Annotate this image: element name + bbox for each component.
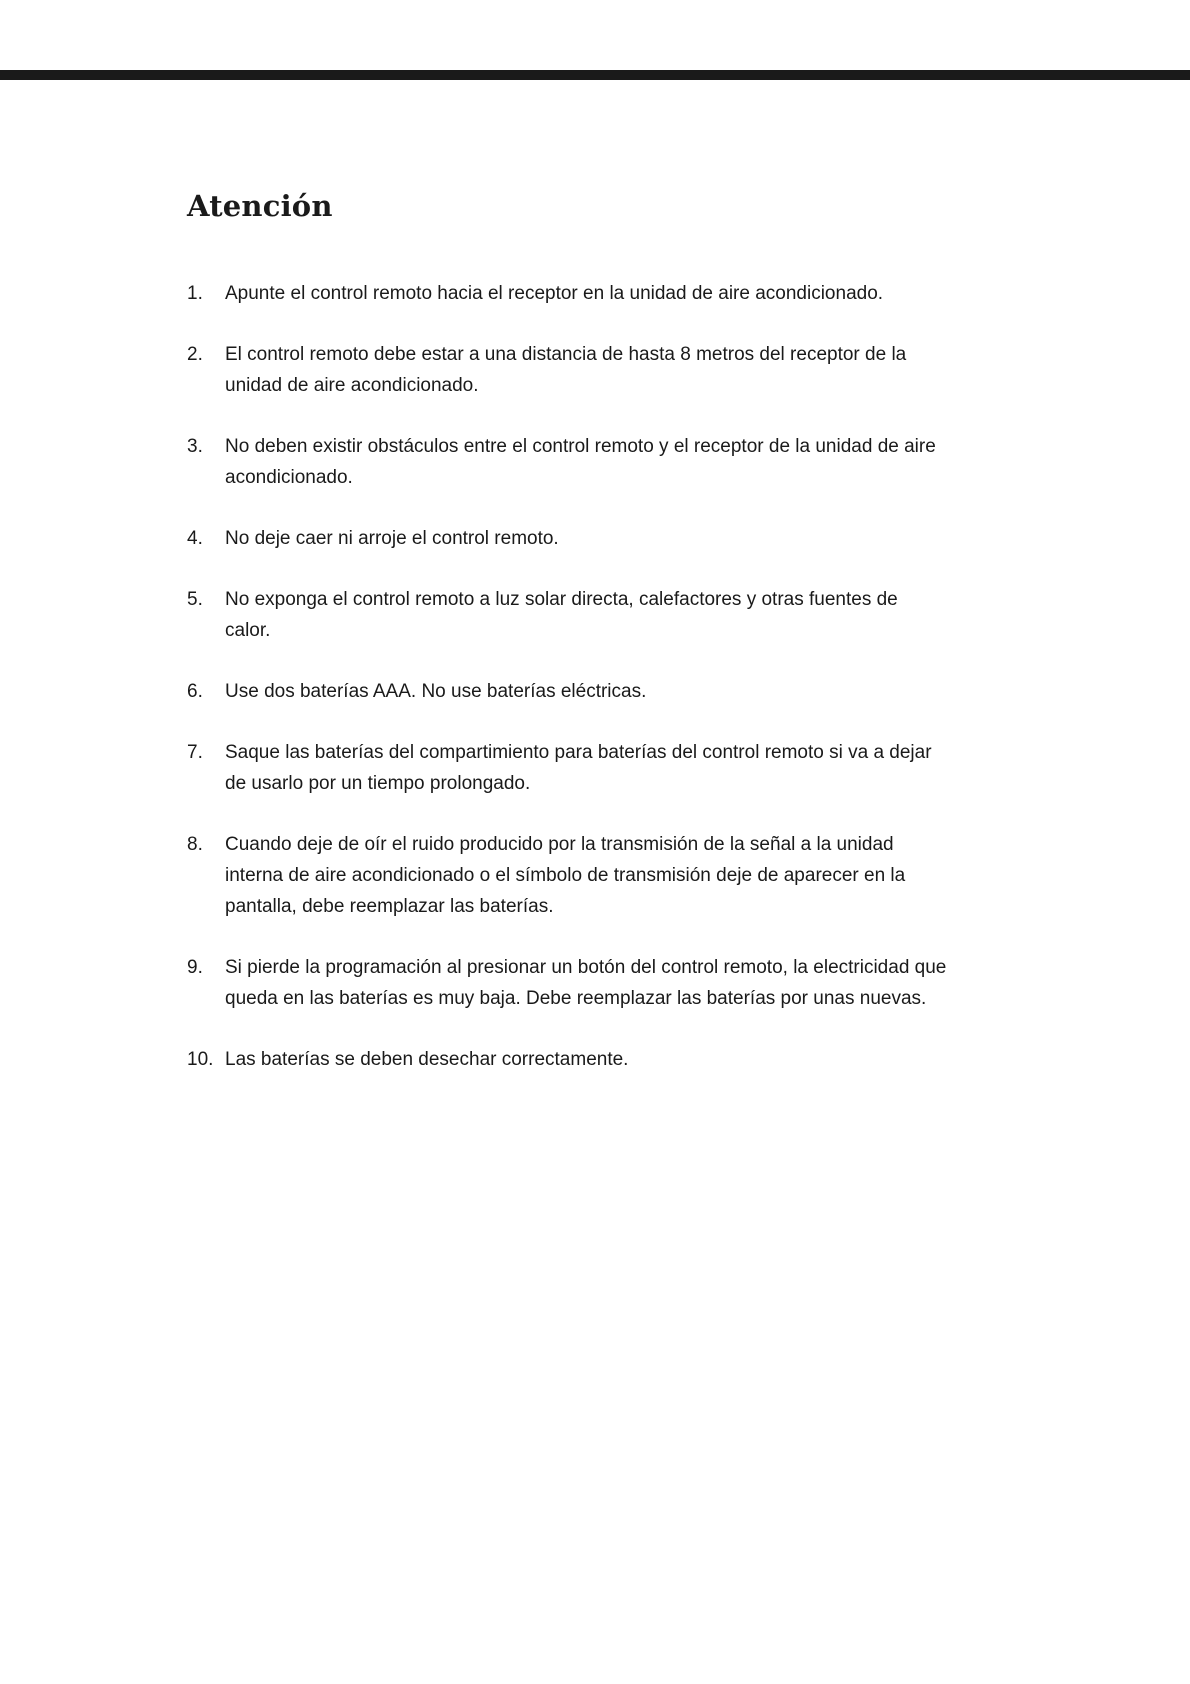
item-number: 6. [187, 681, 203, 702]
list-item [187, 676, 947, 707]
item-number: 1. [187, 283, 203, 304]
top-divider [0, 70, 1190, 80]
list-item [187, 339, 947, 401]
list-item [187, 952, 947, 1014]
item-number: 2. [187, 344, 203, 365]
document-body [187, 186, 947, 1105]
item-text: Use dos baterías AAA. No use baterías eléctricas. [225, 681, 647, 702]
list-item [187, 278, 947, 309]
item-number: 5. [187, 589, 203, 610]
list-item [187, 1044, 947, 1075]
item-text: Cuando deje de oír el ruido producido por la transmisión de la señal a la unidad interna de aire acondicionado o el símbolo de transmisión deje de aparecer en la pantalla, debe reemplazar las baterías. [225, 834, 906, 917]
item-text: No deben existir obstáculos entre el control remoto y el receptor de la unidad de aire acondicionado. [225, 436, 936, 488]
list-item [187, 523, 947, 554]
page-title: Atención [187, 189, 333, 223]
list-item [187, 829, 947, 922]
item-text: El control remoto debe estar a una distancia de hasta 8 metros del receptor de la unidad de aire acondicionado. [225, 344, 907, 396]
item-number: 3. [187, 436, 203, 457]
item-text: Si pierde la programación al presionar un botón del control remoto, la electricidad que queda en las baterías es muy baja. Debe reemplazar las baterías por unas nuevas. [225, 957, 947, 1009]
item-text: Apunte el control remoto hacia el receptor en la unidad de aire acondicionado. [225, 283, 884, 304]
item-number: 10. [187, 1049, 214, 1070]
item-text: No deje caer ni arroje el control remoto. [225, 528, 559, 549]
item-number: 8. [187, 834, 203, 855]
item-number: 4. [187, 528, 203, 549]
list-item [187, 737, 947, 799]
item-number: 7. [187, 742, 203, 763]
item-text: No exponga el control remoto a luz solar directa, calefactores y otras fuentes de calor. [225, 589, 898, 641]
item-text: Las baterías se deben desechar correctamente. [225, 1049, 629, 1070]
attention-list [187, 278, 947, 1075]
item-number: 9. [187, 957, 203, 978]
list-item [187, 584, 947, 646]
item-text: Saque las baterías del compartimiento para baterías del control remoto si va a dejar de usarlo por un tiempo prolongado. [225, 742, 932, 794]
list-item [187, 431, 947, 493]
